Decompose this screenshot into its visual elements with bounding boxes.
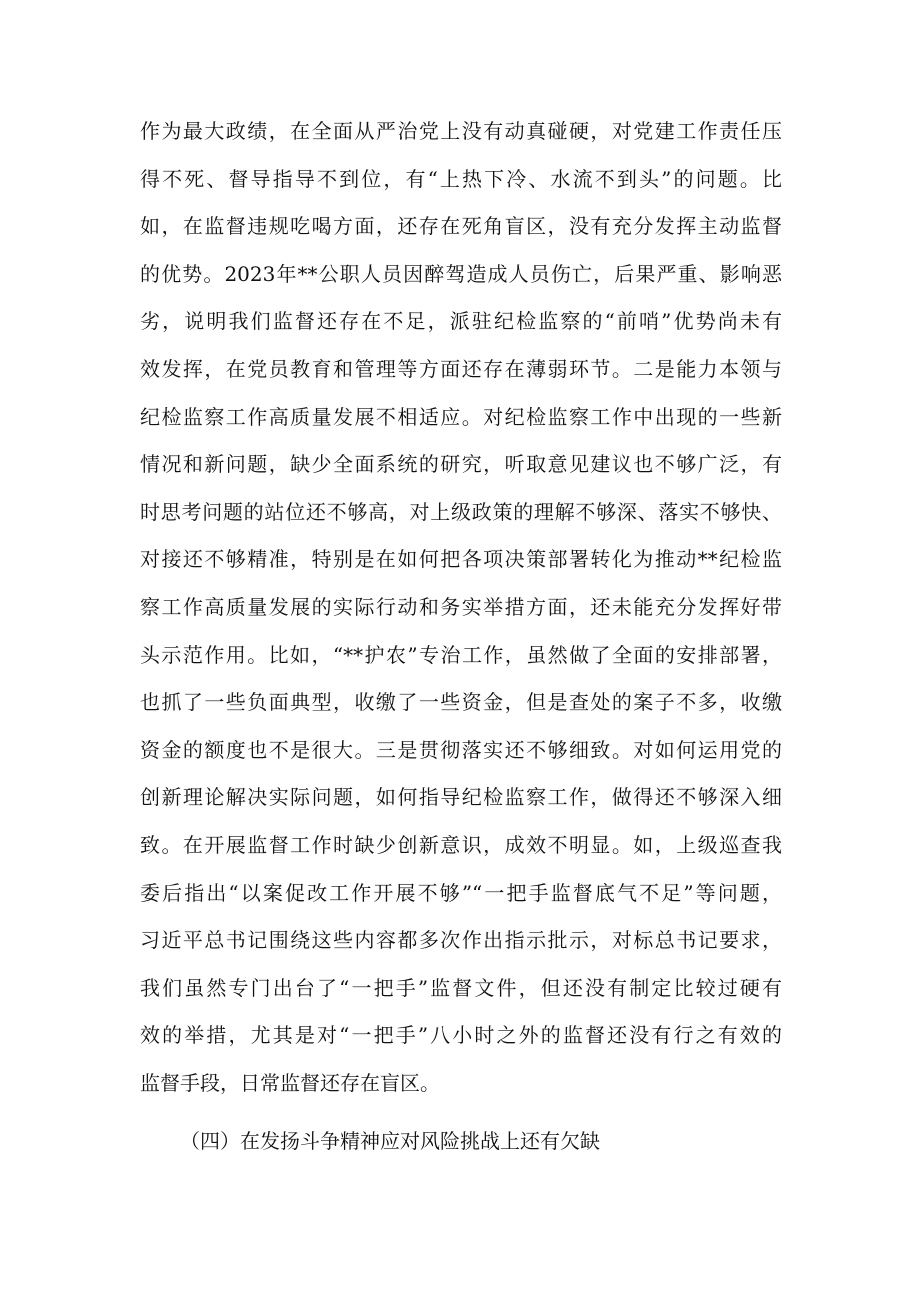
text-line: 如，在监督违规吃喝方面，还存在死角盲区，没有充分发挥主动监督 [140, 214, 782, 239]
text-line: 劣，说明我们监督还存在不足，派驻纪检监察的“前哨”优势尚未有 [140, 309, 782, 334]
text-line: 得不死、督导指导不到位，有“上热下冷、水流不到头”的问题。比 [140, 166, 782, 191]
text-line: 监督手段，日常监督还存在盲区。 [140, 1070, 440, 1095]
text-line: 委后指出“以案促改工作开展不够”“一把手监督底气不足”等问题， [140, 880, 782, 905]
text-line: 时思考问题的站位还不够高，对上级政策的理解不够深、落实不够快、 [140, 499, 782, 524]
text-line: 的优势。2023年**公职人员因醉驾造成人员伤亡，后果严重、影响恶 [140, 261, 782, 286]
text-line: 效发挥，在党员教育和管理等方面还存在薄弱环节。二是能力本领与 [140, 356, 782, 381]
text-line: 习近平总书记围绕这些内容都多次作出指示批示，对标总书记要求， [140, 928, 782, 953]
text-line: 作为最大政绩，在全面从严治党上没有动真碰硬，对党建工作责任压 [140, 119, 782, 143]
text-line: 致。在开展监督工作时缺少创新意识，成效不明显。如，上级巡查我 [140, 832, 782, 857]
body-paragraph [140, 108, 782, 1107]
text-line: 情况和新问题，缺少全面系统的研究，听取意见建议也不够广泛，有 [140, 452, 782, 477]
section-heading: （四）在发扬斗争精神应对风险挑战上还有欠缺 [180, 1129, 600, 1153]
text-line: 纪检监察工作高质量发展不相适应。对纪检监察工作中出现的一些新 [140, 404, 782, 429]
text-line: 资金的额度也不是很大。三是贯彻落实还不够细致。对如何运用党的 [140, 737, 782, 762]
text-line: 对接还不够精准，特别是在如何把各项决策部署转化为推动**纪检监 [140, 547, 782, 572]
text-line: 头示范作用。比如，“**护农”专治工作，虽然做了全面的安排部署， [140, 642, 782, 667]
text-line: 我们虽然专门出台了“一把手”监督文件，但还没有制定比较过硬有 [140, 975, 782, 1000]
text-line: 创新理论解决实际问题，如何指导纪检监察工作，做得还不够深入细 [140, 785, 782, 810]
text-line: 察工作高质量发展的实际行动和务实举措方面，还未能充分发挥好带 [140, 594, 782, 619]
text-line: 也抓了一些负面典型，收缴了一些资金，但是查处的案子不多，收缴 [140, 690, 782, 715]
text-line: 效的举措，尤其是对“一把手”八小时之外的监督还没有行之有效的 [140, 1023, 782, 1048]
